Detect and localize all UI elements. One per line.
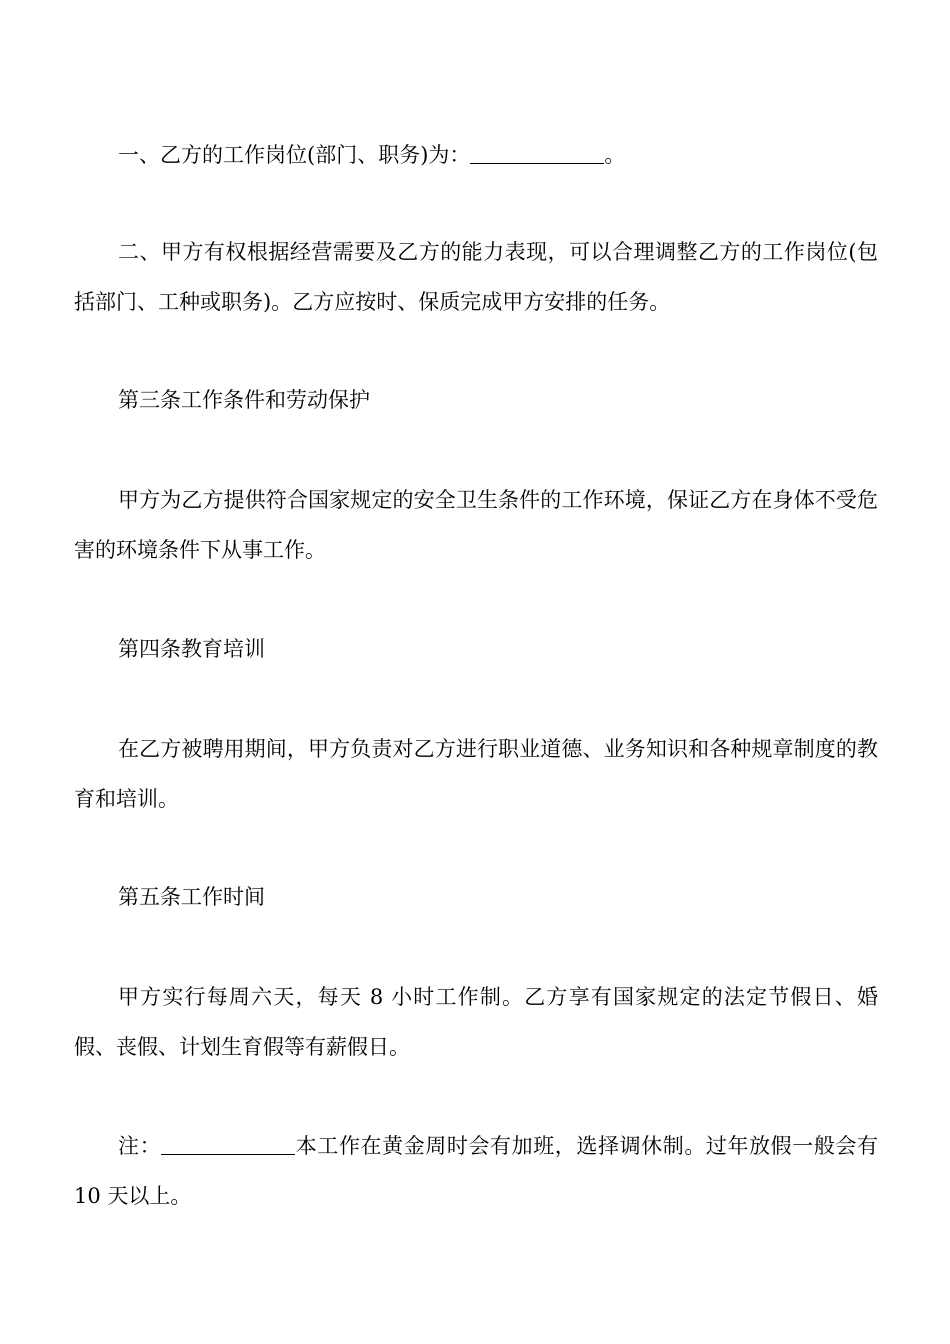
clause-position-text: 一、乙方的工作岗位(部门、职务)为： <box>118 143 471 167</box>
article-3-heading: 第三条工作条件和劳动保护 <box>118 388 370 412</box>
article-3-body: 甲方为乙方提供符合国家规定的安全卫生条件的工作环境，保证乙方在身体不受危害的环境条件下从事工作。 <box>74 488 878 562</box>
position-blank-line <box>470 141 604 164</box>
clause-position-end: 。 <box>604 143 626 167</box>
note-blank-line <box>161 1132 295 1155</box>
article-4-body: 在乙方被聘用期间，甲方负责对乙方进行职业道德、业务知识和各种规章制度的教育和培训。 <box>74 737 878 811</box>
article-5-body: 甲方实行每周六天，每天 8 小时工作制。乙方享有国家规定的法定节假日、婚假、丧假、计划生育假等有薪假日。 <box>74 985 878 1059</box>
note-text: 本工作在黄金周时会有加班，选择调休制。过年放假一般会有 10 天以上。 <box>74 1134 879 1208</box>
clause-adjustment: 二、甲方有权根据经营需要及乙方的能力表现，可以合理调整乙方的工作岗位(包括部门、工种或职务)。乙方应按时、保质完成甲方安排的任务。 <box>74 240 878 314</box>
clause-position <box>74 130 878 180</box>
note-label: 注： <box>118 1134 162 1158</box>
article-4-heading: 第四条教育培训 <box>118 637 265 661</box>
article-5-heading: 第五条工作时间 <box>118 885 265 909</box>
note-paragraph <box>74 1121 878 1221</box>
